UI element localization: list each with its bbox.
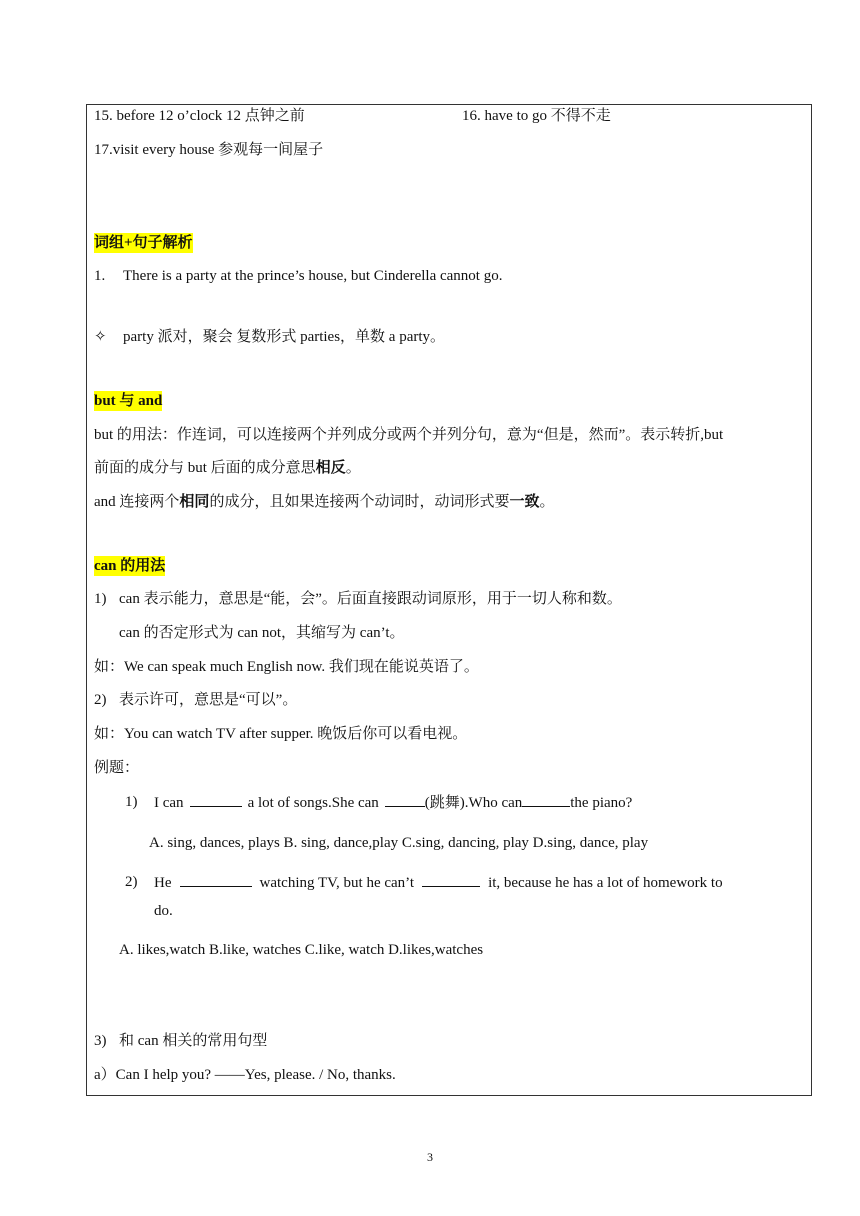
point-3-number: 3) xyxy=(94,1033,107,1049)
can-ability-rule: can 表示能力，意思是“能，会”。后面直接跟动词原形，用于一切人称和数。 xyxy=(119,591,622,607)
section-heading-can: can 的用法 xyxy=(94,558,166,574)
question-2-options: A. likes,watch B.like, watches C.like, watch D.likes,watches xyxy=(119,942,484,958)
example-ability: 如：We can speak much English now. 我们现在能说英语了。 xyxy=(94,659,479,675)
answer-blank[interactable] xyxy=(385,792,425,807)
and-usage-line: and 连接两个相同的成分，且如果连接两个动词时，动词形式要一致。 xyxy=(94,494,555,510)
point-2-number: 2) xyxy=(94,692,107,708)
can-patterns-heading: 和 can 相关的常用句型 xyxy=(119,1033,268,1049)
question-1-number: 1) xyxy=(125,794,138,810)
emphasis-same: 相同 xyxy=(179,494,210,510)
answer-blank[interactable] xyxy=(422,872,480,887)
answer-blank[interactable] xyxy=(522,792,570,807)
diamond-bullet-icon: ✧ xyxy=(94,329,107,345)
answer-blank[interactable] xyxy=(190,792,242,807)
question-2: He watching TV, but he can’t it, because he has a lot of homework to xyxy=(154,872,723,893)
point-1-number: 1) xyxy=(94,591,107,607)
but-usage-line-2: 前面的成分与 but 后面的成分意思相反。 xyxy=(94,460,361,476)
vocab-item-16: 16. have to go 不得不走 xyxy=(462,108,611,124)
can-negative-rule: can 的否定形式为 can not，其缩写为 can’t。 xyxy=(119,625,405,641)
emphasis-opposite: 相反 xyxy=(315,460,346,476)
section-heading-but-and: but 与 and xyxy=(94,393,163,409)
question-1: I can a lot of songs.She can (跳舞).Who can the piano? xyxy=(154,792,632,813)
pattern-a: a）Can I help you? ——Yes, please. / No, thanks. xyxy=(94,1067,396,1083)
exercise-label: 例题： xyxy=(94,760,140,776)
question-2-continued: do. xyxy=(154,903,173,919)
section-heading-phrases: 词组+句子解析 xyxy=(94,235,193,251)
example-permission: 如：You can watch TV after supper. 晚饭后你可以看电视。 xyxy=(94,726,468,742)
but-usage-line-1: but 的用法：作连词，可以连接两个并列成分或两个并列分句，意为“但是，然而”。表示转折,but xyxy=(94,427,724,443)
party-note: party 派对，聚会 复数形式 parties，单数 a party。 xyxy=(123,329,446,345)
question-1-options: A. sing, dances, plays B. sing, dance,play C.sing, dancing, play D.sing, dance, play xyxy=(149,835,649,851)
example-sentence: There is a party at the prince’s house, but Cinderella cannot go. xyxy=(123,268,503,284)
question-2-number: 2) xyxy=(125,874,138,890)
page-number: 3 xyxy=(427,1150,433,1164)
sentence-number: 1. xyxy=(94,268,106,284)
can-permission-rule: 表示许可，意思是“可以”。 xyxy=(119,692,298,708)
vocab-item-15: 15. before 12 o’clock 12 点钟之前 xyxy=(94,108,305,124)
emphasis-consistent: 一致 xyxy=(509,494,540,510)
vocab-item-17: 17.visit every house 参观每一间屋子 xyxy=(94,142,324,158)
answer-blank[interactable] xyxy=(180,872,252,887)
